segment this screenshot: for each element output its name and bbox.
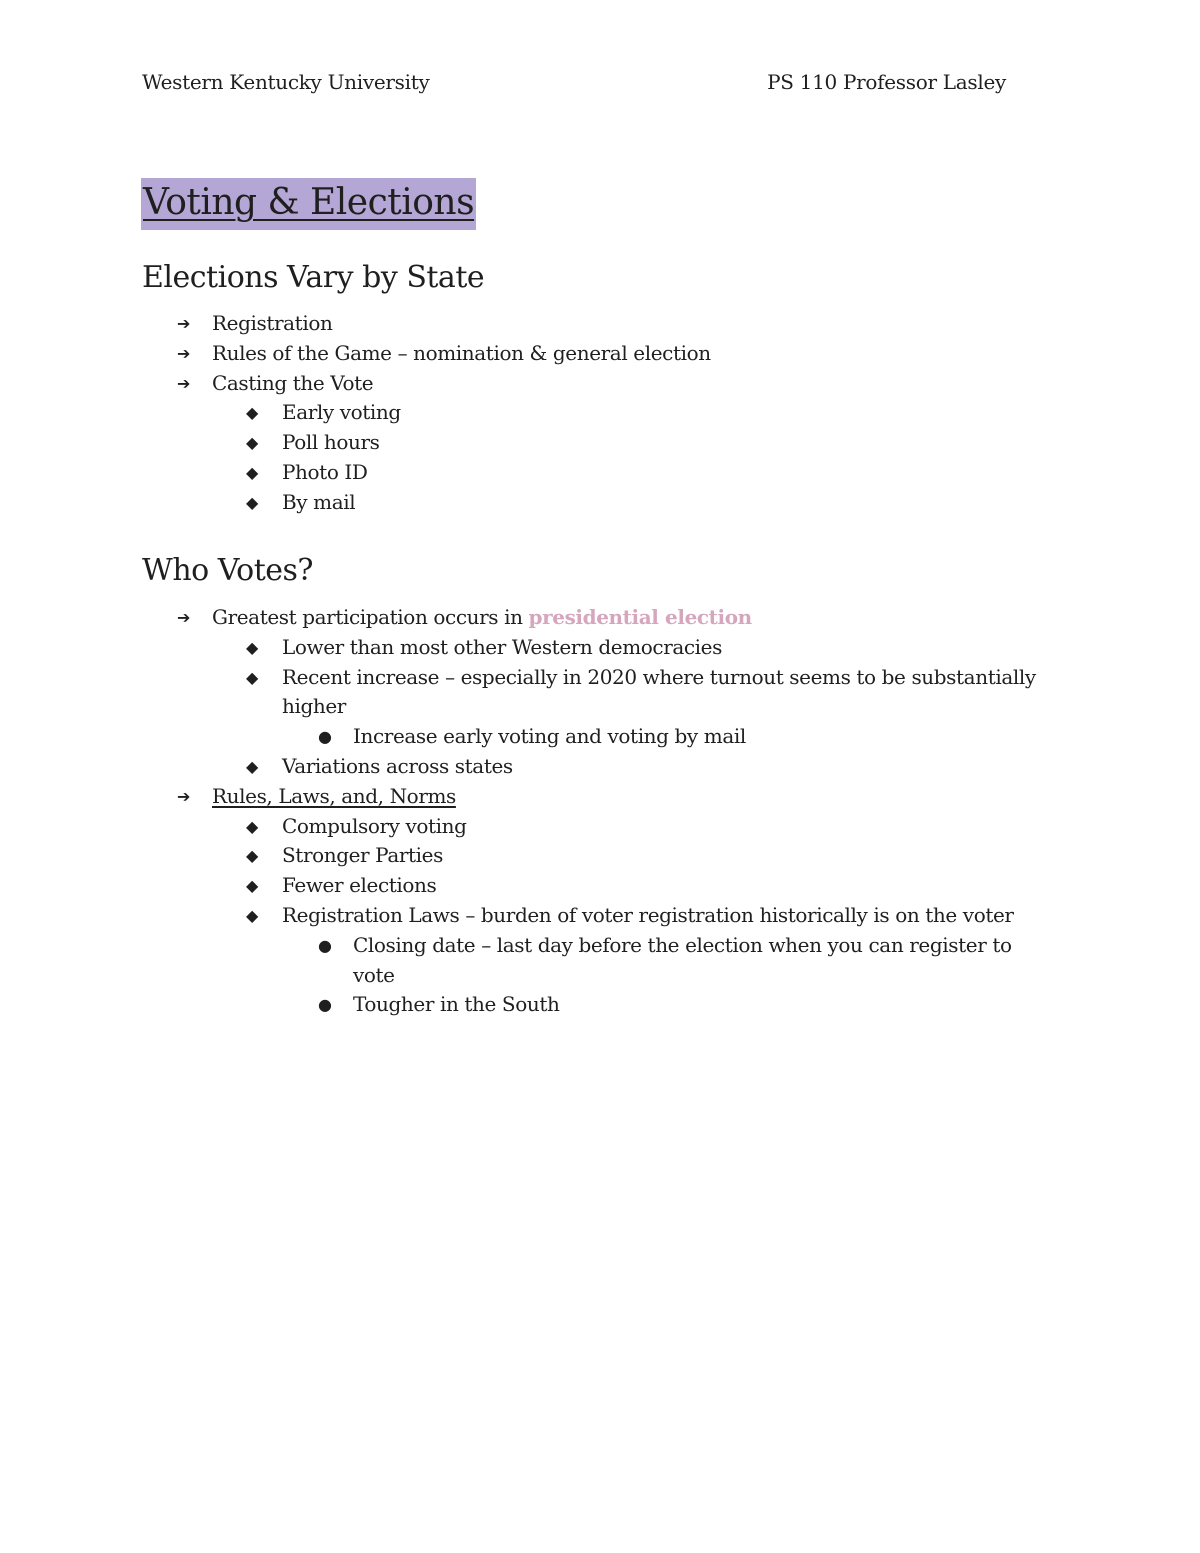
diamond-bullet-icon: ◆ bbox=[246, 637, 258, 657]
list-item bbox=[0, 871, 1052, 901]
list-item-text: Recent increase – especially in 2020 where turnout seems to be substantially higher bbox=[282, 664, 1036, 719]
list-item-text: Variations across states bbox=[282, 753, 513, 778]
list-item bbox=[0, 752, 1052, 782]
list-item-text: Closing date – last day before the election when you can register to vote bbox=[353, 932, 1012, 987]
list-item bbox=[0, 812, 1052, 842]
diamond-bullet-icon: ◆ bbox=[246, 876, 258, 896]
list-item bbox=[0, 901, 1052, 931]
arrow-bullet-icon: ➔ bbox=[177, 343, 191, 363]
circle-bullet-icon: ● bbox=[318, 995, 332, 1015]
list-item-text: Stronger Parties bbox=[282, 843, 443, 868]
circle-bullet-icon: ● bbox=[318, 727, 332, 747]
list-item-text: Early voting bbox=[282, 400, 401, 425]
list-item bbox=[0, 603, 1052, 633]
list-item-text: Registration Laws – burden of voter registration historically is on the voter bbox=[282, 902, 1014, 927]
list-item bbox=[0, 990, 1052, 1020]
list-item bbox=[0, 309, 1052, 339]
section-heading-elections-vary: Elections Vary by State bbox=[142, 260, 485, 295]
list-item-text: Registration bbox=[212, 311, 333, 335]
emphasis-text: presidential election bbox=[528, 605, 752, 629]
list-item bbox=[0, 369, 1052, 399]
list-item bbox=[0, 663, 1052, 723]
list-item bbox=[0, 339, 1052, 369]
diamond-bullet-icon: ◆ bbox=[246, 433, 258, 453]
list-item-text bbox=[212, 603, 982, 633]
document-title: Voting & Elections bbox=[141, 178, 476, 230]
diamond-bullet-icon: ◆ bbox=[246, 667, 258, 687]
list-item bbox=[0, 931, 1052, 991]
list-item-text: Casting the Vote bbox=[212, 370, 374, 395]
list-item-text: Fewer elections bbox=[282, 873, 437, 898]
list-item-text: Rules of the Game – nomination & general election bbox=[212, 340, 711, 365]
diamond-bullet-icon: ◆ bbox=[246, 462, 258, 482]
list-item bbox=[0, 398, 1052, 428]
list-item bbox=[0, 458, 1052, 488]
elections-vary-list bbox=[0, 309, 1052, 518]
list-item-text: Poll hours bbox=[282, 430, 380, 455]
diamond-bullet-icon: ◆ bbox=[246, 492, 258, 512]
header-course: PS 110 Professor Lasley bbox=[767, 70, 1006, 94]
list-item-text: Compulsory voting bbox=[282, 813, 467, 838]
list-item bbox=[0, 782, 1052, 812]
arrow-bullet-icon: ➔ bbox=[177, 786, 191, 806]
diamond-bullet-icon: ◆ bbox=[246, 846, 258, 866]
diamond-bullet-icon: ◆ bbox=[246, 816, 258, 836]
arrow-bullet-icon: ➔ bbox=[177, 373, 191, 393]
who-votes-list bbox=[0, 603, 1052, 1020]
list-item-text: Tougher in the South bbox=[353, 992, 560, 1017]
diamond-bullet-icon: ◆ bbox=[246, 756, 258, 776]
list-item-text: Lower than most other Western democracies bbox=[282, 634, 722, 659]
list-item-text: By mail bbox=[282, 489, 356, 514]
list-item bbox=[0, 722, 1052, 752]
list-item-text: Photo ID bbox=[282, 459, 368, 484]
section-heading-who-votes: Who Votes? bbox=[142, 553, 314, 588]
arrow-bullet-icon: ➔ bbox=[177, 314, 191, 333]
list-item-text: Rules, Laws, and, Norms bbox=[212, 783, 456, 808]
header-institution: Western Kentucky University bbox=[142, 70, 430, 94]
circle-bullet-icon: ● bbox=[318, 935, 332, 955]
list-item-prefix: Greatest participation occurs in bbox=[212, 605, 529, 629]
arrow-bullet-icon: ➔ bbox=[177, 608, 191, 627]
list-item bbox=[0, 633, 1052, 663]
list-item-text: Increase early voting and voting by mail bbox=[353, 724, 746, 749]
list-item bbox=[0, 428, 1052, 458]
list-item bbox=[0, 488, 1052, 518]
diamond-bullet-icon: ◆ bbox=[246, 905, 258, 925]
page-header bbox=[142, 70, 1006, 98]
diamond-bullet-icon: ◆ bbox=[246, 403, 258, 423]
list-item bbox=[0, 841, 1052, 871]
